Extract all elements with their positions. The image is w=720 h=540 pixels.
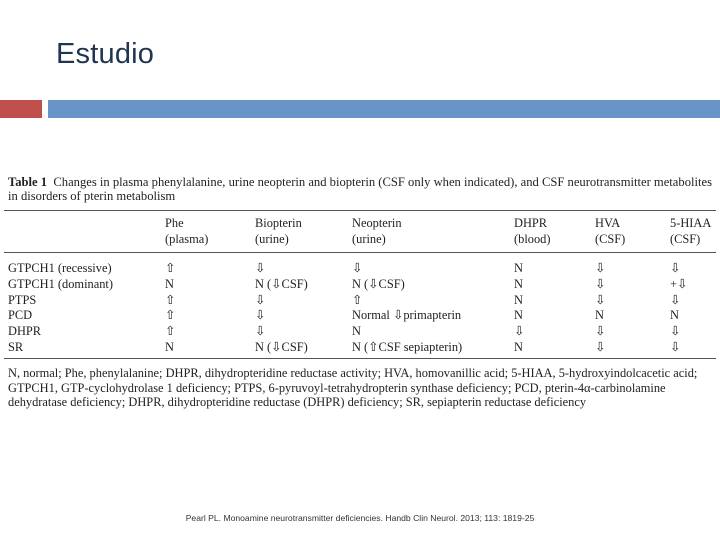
table-rule-bottom xyxy=(4,358,716,359)
table-cell: ⇩ xyxy=(352,261,363,275)
table-cell: ⇩ xyxy=(670,340,681,354)
table-row-label: GTPCH1 (recessive) xyxy=(8,261,112,275)
table-cell: ⇩ xyxy=(595,324,606,339)
accent-bar-blue xyxy=(48,100,720,118)
table-cell: N xyxy=(514,292,523,307)
table-cell: ⇩ xyxy=(595,340,606,354)
table-cell: ⇧ xyxy=(165,261,176,275)
table-cell: N xyxy=(670,308,679,323)
table-cell: ⇧ xyxy=(165,324,176,339)
table-cell: Normal ⇩primapterin xyxy=(352,308,462,323)
table-row-label: GTPCH1 (dominant) xyxy=(8,276,113,291)
table-cell: N (⇩CSF) xyxy=(352,276,405,291)
table-rule-top xyxy=(4,210,716,211)
table-row-label: PTPS xyxy=(8,292,37,307)
table-header-cell: (urine) xyxy=(352,232,386,246)
table-cell: N (⇧CSF sepiapterin) xyxy=(352,340,463,354)
table-cell: ⇧ xyxy=(165,308,176,323)
table-cell: N (⇩CSF) xyxy=(255,276,308,291)
table-cell: ⇩ xyxy=(255,308,266,323)
slide-title: Estudio xyxy=(56,38,155,70)
table-cell: N xyxy=(514,261,523,275)
table-header-cell: (plasma) xyxy=(165,232,209,246)
table-header-cell: (CSF) xyxy=(670,232,701,246)
table-cell: ⇩ xyxy=(595,261,606,275)
table-cell: ⇩ xyxy=(595,292,606,307)
table-header-cell: Biopterin xyxy=(255,216,302,230)
table-cell: ⇩ xyxy=(670,292,681,307)
table-cell: N xyxy=(514,340,523,354)
citation: Pearl PL. Monoamine neurotransmitter deficiencies. Handb Clin Neurol. 2013; 113: 1819-25 xyxy=(185,513,535,523)
caption-label: Table 1 xyxy=(8,175,48,189)
table-header-cell: (urine) xyxy=(255,232,289,246)
table-cell: ⇩ xyxy=(595,276,606,291)
table-cell: N xyxy=(514,308,523,323)
table-row-label: DHPR xyxy=(8,324,42,339)
table-rule-header xyxy=(4,252,716,253)
table-cell: ⇩ xyxy=(255,324,266,339)
table-cell: ⇧ xyxy=(352,292,363,307)
table-header-cell: (CSF) xyxy=(595,232,626,246)
table-cell: ⇩ xyxy=(670,261,681,275)
caption-text: Changes in plasma phenylalanine, urine neopterin and biopterin (CSF only when indicated), and CSF neurotransmitter metabolites in disorders of pterin metabolism xyxy=(8,175,712,203)
table-footnote: N, normal; Phe, phenylalanine; DHPR, dihydropteridine reductase activity; HVA, homovanillic acid; 5-HIAA, 5-hydroxyindolcacetic acid; GTPCH1, GTP-cyclohydrolase 1 deficiency; PTPS, 6-pyruvoyl-tetrahydropterin synthase deficiency; PCD, pterin-4α-carbinolamine dehydratase deficiency; DHPR, dihydropteridine reductase (DHPR) deficiency; SR, sepiapterin reductase deficiency xyxy=(8,366,698,409)
table-cell: N xyxy=(514,276,523,291)
table-cell: N xyxy=(165,340,174,354)
table-cell: ⇩ xyxy=(255,261,266,275)
table-cell: ⇩ xyxy=(255,292,266,307)
table-header-cell: 5-HIAA xyxy=(670,216,712,230)
table-header-cell: (blood) xyxy=(514,232,551,246)
table-cell: +⇩ xyxy=(670,276,688,291)
table-header-cell: DHPR xyxy=(514,216,548,230)
table-row-label: PCD xyxy=(8,308,33,323)
table-cell: ⇩ xyxy=(670,324,681,339)
table-cell: N (⇩CSF) xyxy=(255,340,308,354)
table-cell: ⇩ xyxy=(514,324,525,339)
table-caption xyxy=(8,175,718,203)
table-cell: N xyxy=(352,324,361,339)
table-row-label: SR xyxy=(8,340,24,354)
accent-bar-red xyxy=(0,100,42,118)
table-cell: N xyxy=(165,276,174,291)
table-header-cell: Neopterin xyxy=(352,216,402,230)
table-cell: N xyxy=(595,308,604,323)
table-header-cell: Phe xyxy=(165,216,184,230)
table-header-cell: HVA xyxy=(595,216,621,230)
table-cell: ⇧ xyxy=(165,292,176,307)
